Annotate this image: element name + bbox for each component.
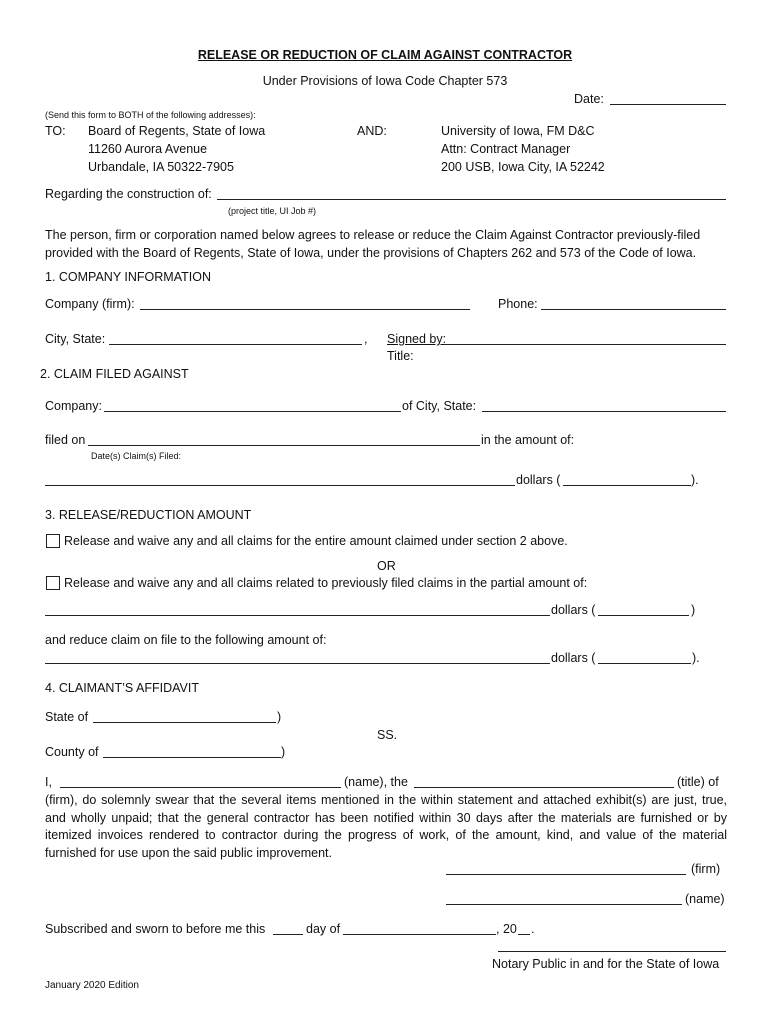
form-subtitle: Under Provisions of Iowa Code Chapter 573: [262, 74, 508, 88]
signed-by-label: Signed by:: [387, 332, 447, 346]
signed-by-field[interactable]: [444, 344, 726, 345]
send-note: (Send this form to BOTH of the following addresses):: [45, 110, 256, 120]
section3-heading: 3. RELEASE/REDUCTION AMOUNT: [45, 508, 252, 522]
state-of-label: State of: [45, 710, 89, 724]
partial-close-paren: ): [691, 603, 696, 617]
county-of-field[interactable]: [103, 757, 281, 758]
filed-on-label: filed on: [45, 433, 86, 447]
partial-amount-words-field[interactable]: [45, 615, 550, 616]
city-state-field[interactable]: [109, 344, 362, 345]
address1-line1: Board of Regents, State of Iowa: [88, 124, 266, 138]
reduce-claim-label: and reduce claim on file to the following amount of:: [45, 633, 327, 647]
regarding-label: Regarding the construction of:: [45, 187, 212, 201]
affiant-i-label: I,: [45, 775, 52, 789]
release-full-label: Release and waive any and all claims for the entire amount claimed under section 2 above.: [64, 534, 568, 548]
and-label: AND:: [357, 124, 387, 138]
claim-city-label: of City, State:: [402, 399, 477, 413]
county-of-label: County of: [45, 745, 99, 759]
year-prefix-label: , 20: [496, 922, 517, 936]
affiant-firm-sign-field[interactable]: [446, 874, 686, 875]
release-partial-checkbox[interactable]: [46, 576, 60, 590]
reduced-dollars-label: dollars (: [551, 651, 596, 665]
project-title-field[interactable]: [217, 199, 726, 200]
affiant-title-field[interactable]: [414, 787, 674, 788]
section1-heading: 1. COMPANY INFORMATION: [45, 270, 211, 284]
notary-signature-field[interactable]: [498, 951, 726, 952]
year-suffix-label: .: [531, 922, 535, 936]
reduced-amount-number-field[interactable]: [598, 663, 691, 664]
reduced-close-paren: ).: [692, 651, 700, 665]
project-hint: (project title, UI Job #): [228, 206, 317, 216]
address2-line2: Attn: Contract Manager: [441, 142, 571, 156]
affiant-name-sign-label: (name): [685, 892, 725, 906]
claim-amount-words-field[interactable]: [45, 485, 515, 486]
claim-amount-number-field[interactable]: [563, 485, 691, 486]
phone-label: Phone:: [498, 297, 538, 311]
title-label: Title:: [387, 349, 414, 363]
affiant-title-label: (title) of: [677, 775, 719, 789]
state-of-field[interactable]: [93, 722, 276, 723]
subscribed-label: Subscribed and sworn to before me this: [45, 922, 266, 936]
claim-city-field[interactable]: [482, 411, 726, 412]
claim-dollars-label: dollars (: [516, 473, 561, 487]
ss-label: SS.: [377, 728, 398, 742]
claim-company-field[interactable]: [104, 411, 401, 412]
affidavit-paragraph: (firm), do solemnly swear that the several items mentioned in the within statement and attached exhibit(s) are just, true, and wholly unpaid; that the general contractor has been notified within 30 days after the materials are furnished or by itemized invoices rendered to contractor during the progress of work, of the amount, kind, and value of the material furnished for use upon the said public improvement.: [45, 793, 727, 860]
to-label: TO:: [45, 124, 66, 138]
phone-field[interactable]: [541, 309, 726, 310]
partial-amount-number-field[interactable]: [598, 615, 689, 616]
address1-line3: Urbandale, IA 50322-7905: [88, 160, 234, 174]
state-close-paren: ): [277, 710, 282, 724]
affiant-firm-label: (firm): [691, 862, 721, 876]
address2-line1: University of Iowa, FM D&C: [441, 124, 595, 138]
day-of-label: day of: [306, 922, 341, 936]
address1-line2: 11260 Aurora Avenue: [88, 142, 208, 156]
release-partial-label: Release and waive any and all claims related to previously filed claims in the partial amount of:: [64, 576, 588, 590]
company-firm-label: Company (firm):: [45, 297, 135, 311]
dates-filed-hint: Date(s) Claim(s) Filed:: [91, 451, 182, 461]
city-state-label: City, State:: [45, 332, 106, 346]
city-state-comma: ,: [364, 332, 368, 346]
claim-company-label: Company:: [45, 399, 102, 413]
release-full-checkbox[interactable]: [46, 534, 60, 548]
company-firm-field[interactable]: [140, 309, 470, 310]
affiant-name-sign-field[interactable]: [446, 904, 682, 905]
address2-line3: 200 USB, Iowa City, IA 52242: [441, 160, 605, 174]
notary-year-field[interactable]: [518, 934, 530, 935]
notary-public-label: Notary Public in and for the State of Iowa: [492, 957, 720, 971]
date-field[interactable]: [610, 104, 726, 105]
notary-month-field[interactable]: [343, 934, 496, 935]
date-label: Date:: [574, 92, 604, 106]
partial-dollars-label: dollars (: [551, 603, 596, 617]
or-label: OR: [377, 559, 396, 573]
edition-label: January 2020 Edition: [45, 980, 139, 991]
amount-of-label: in the amount of:: [481, 433, 575, 447]
reduced-amount-words-field[interactable]: [45, 663, 550, 664]
affiant-name-field[interactable]: [60, 787, 341, 788]
affiant-name-label: (name), the: [344, 775, 408, 789]
form-title: RELEASE OR REDUCTION OF CLAIM AGAINST CONTRACTOR: [197, 48, 573, 62]
notary-day-field[interactable]: [273, 934, 303, 935]
filed-on-field[interactable]: [88, 445, 480, 446]
section2-heading: 2. CLAIM FILED AGAINST: [40, 367, 189, 381]
claim-close-paren: ).: [691, 473, 699, 487]
county-close-paren: ): [281, 745, 286, 759]
intro-paragraph: The person, firm or corporation named below agrees to release or reduce the Claim Against Contractor previously-filed provided with the Board of Regents, State of Iowa, under the provisions of Chapters 262 and 573 of the Code of Iowa.: [45, 228, 701, 260]
section4-heading: 4. CLAIMANT’S AFFIDAVIT: [45, 681, 199, 695]
